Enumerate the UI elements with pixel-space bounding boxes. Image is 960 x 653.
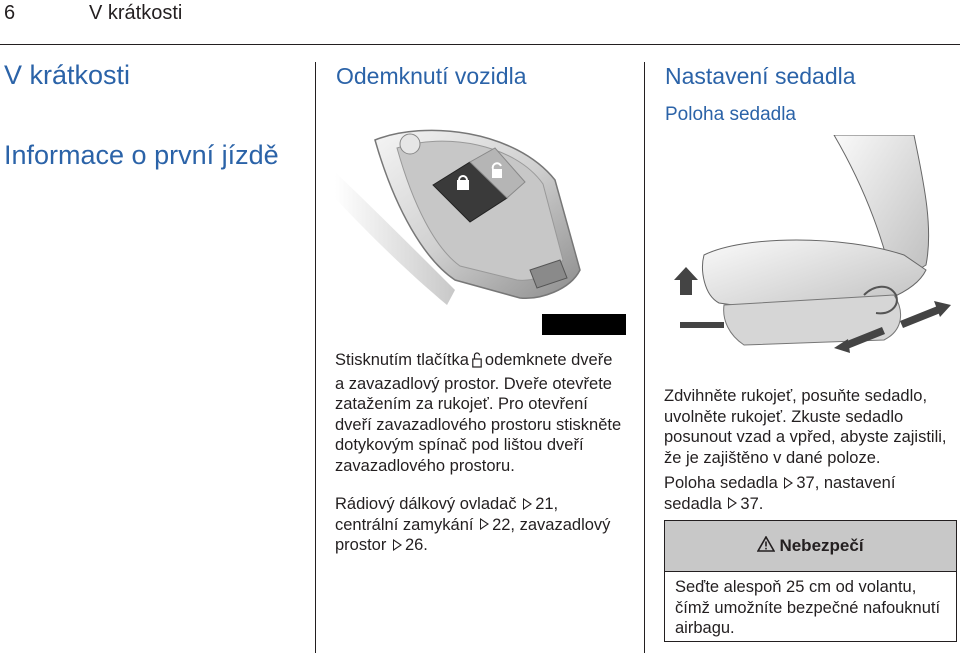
seat-adjustment-illustration [664,135,956,360]
warning-title: Nebezpečí [779,536,864,555]
header-divider [0,44,960,45]
central-locking-ref-page[interactable]: 22, [492,515,516,534]
unlock-icon [472,352,482,374]
seat-references [664,473,956,514]
seat-position-ref-page[interactable]: 37, nastavení sedadla [664,474,896,513]
column-divider-right [644,62,645,653]
remote-control-ref-page[interactable]: 21, [535,495,559,513]
central-locking-ref-label: centrální zamykání [335,515,474,534]
remote-control-ref-label: Rádiový dálkový ovladač [335,495,517,513]
unlock-paragraph [335,350,625,476]
seat-heading: Nastavení sedadla [665,63,856,89]
seat-position-ref-label: Poloha sedadla [664,474,778,492]
warning-header [665,521,956,572]
warning-text: Seďte alespoň 25 cm od volantu, čímž umožníte bezpečné nafouknutí airbagu. [675,578,941,637]
page-number: 6 [4,2,16,24]
triangle-reference-icon [393,539,402,551]
section-title: Informace o první jízdě [4,140,279,170]
triangle-reference-icon [784,477,793,489]
seat-instructions: Zdvihněte rukojeť, posuňte sedadlo, uvolněte rukojeť. Zkuste sedadlo posunout vzad a vpřed, abyste zajistili, že je zajištěno v dané poloze. [664,387,947,467]
running-header-title: V krátkosti [89,2,183,24]
seat-subheading: Poloha sedadla [665,104,796,125]
triangle-reference-icon [523,498,532,510]
chapter-title: V krátkosti [4,60,131,90]
warning-triangle-icon [757,536,779,557]
triangle-reference-icon [480,518,489,530]
column-divider-left [315,62,316,653]
unlock-heading: Odemknutí vozidla [336,63,527,89]
boot-ref-label: zavazadlový prostor [335,515,611,554]
boot-ref-page[interactable]: 26. [404,536,428,554]
unlock-instruction-start: Stisknutím tlačítka [335,351,469,369]
unlock-instruction-end: odemknete dveře a zavazadlový prostor. Dveře otevřete zatažením za rukojeť. Pro otevření dveří zavazadlového prostoru stiskněte dotykovým spínač pod lištou dveří zavazadlového prostoru. [335,351,622,475]
warning-box [664,520,957,642]
triangle-reference-icon [728,497,737,509]
unlock-references [335,494,625,556]
key-fob-illustration [335,100,626,335]
seat-adjust-ref-page[interactable]: 37. [740,494,764,513]
